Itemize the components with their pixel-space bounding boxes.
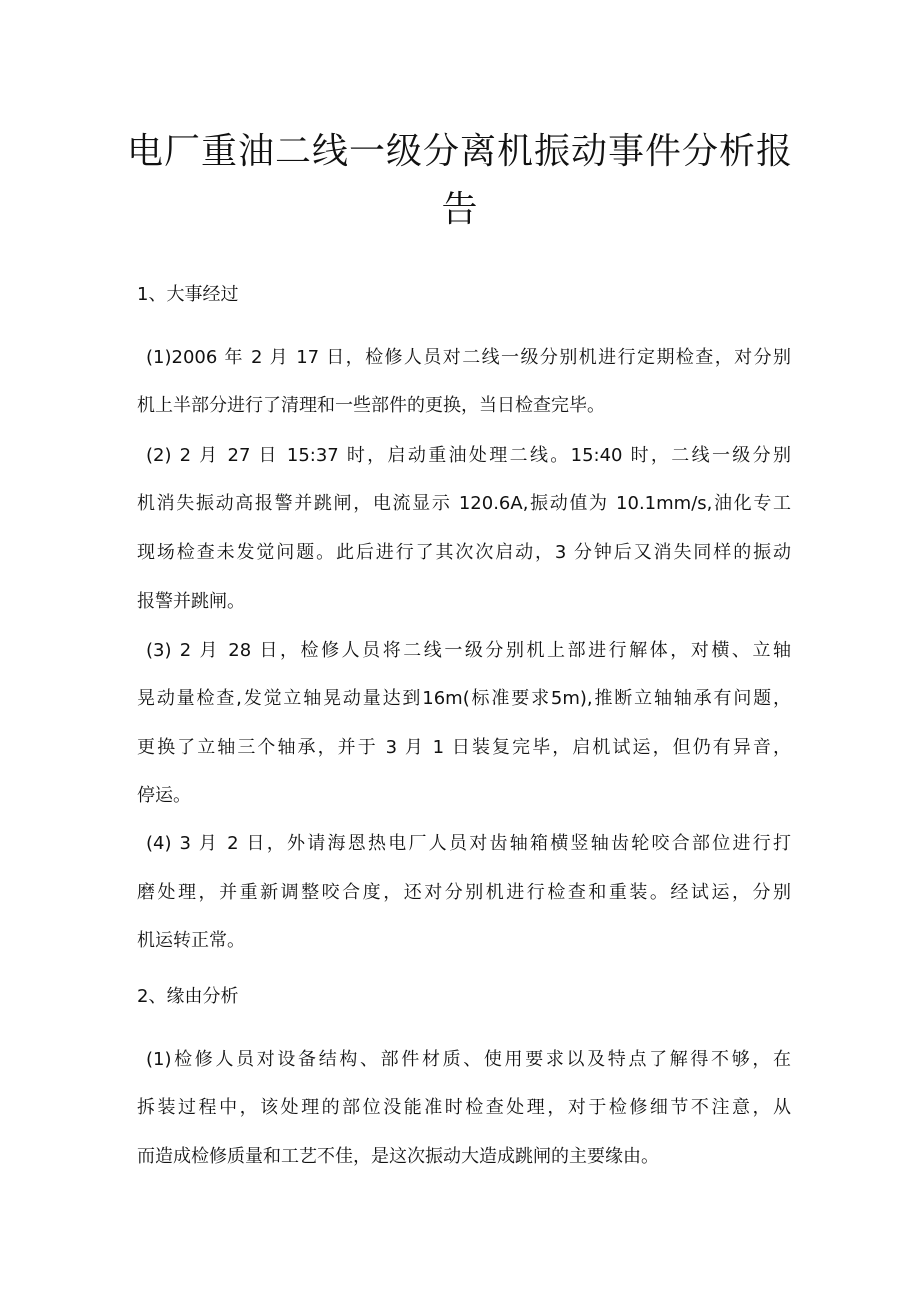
paragraph-line: 机上半部分进行了清理和一些部件的更换，当日检查完毕。 [137, 395, 605, 416]
paragraph-line: 拆装过程中，该处理的部位没能准时检查处理，对于检修细节不注意，从 [137, 1097, 791, 1118]
paragraph-line: 磨处理，并重新调整咬合度，还对分别机进行检查和重装。经试运，分别 [137, 882, 791, 903]
paragraph-line: 停运。 [137, 785, 191, 806]
paragraph-line: (1)检修人员对设备结构、部件材质、使用要求以及特点了解得不够，在 [146, 1049, 791, 1070]
paragraph-line: 报警并跳闸。 [137, 591, 245, 612]
paragraph-line: 更换了立轴三个轴承，并于 3 月 1 日装复完毕，启机试运，但仍有异音， [137, 737, 791, 758]
paragraph-line: (2) 2 月 27 日 15:37 时，启动重油处理二线。15:40 时，二线一级分别 [146, 445, 791, 466]
paragraph-line: (3) 2 月 28 日，检修人员将二线一级分别机上部进行解体，对横、立轴 [146, 640, 791, 661]
section-heading-events: 1、大事经过 [137, 284, 239, 305]
paragraph-line: 而造成检修质量和工艺不佳，是这次振动大造成跳闸的主要缘由。 [137, 1146, 659, 1167]
paragraph-line: (4) 3 月 2 日，外请海恩热电厂人员对齿轴箱横竖轴齿轮咬合部位进行打 [146, 833, 791, 854]
document-title-continued: 告 [441, 189, 479, 230]
paragraph-line: 晃动量检查,发觉立轴晃动量达到16m(标准要求5m),推断立轴轴承有问题， [137, 688, 791, 709]
paragraph-line: 机运转正常。 [137, 930, 245, 951]
document-title: 电厂重油二线一级分离机振动事件分析报 [126, 131, 793, 172]
paragraph-line: 机消失振动高报警并跳闸，电流显示 120.6A,振动值为 10.1mm/s,油化专工 [137, 493, 791, 514]
paragraph-line: 现场检查未发觉问题。此后进行了其次次启动，3 分钟后又消失同样的振动 [137, 542, 791, 563]
paragraph-line: (1)2006 年 2 月 17 日，检修人员对二线一级分别机进行定期检查，对分别 [146, 347, 791, 368]
section-heading-causes: 2、缘由分析 [137, 986, 239, 1007]
